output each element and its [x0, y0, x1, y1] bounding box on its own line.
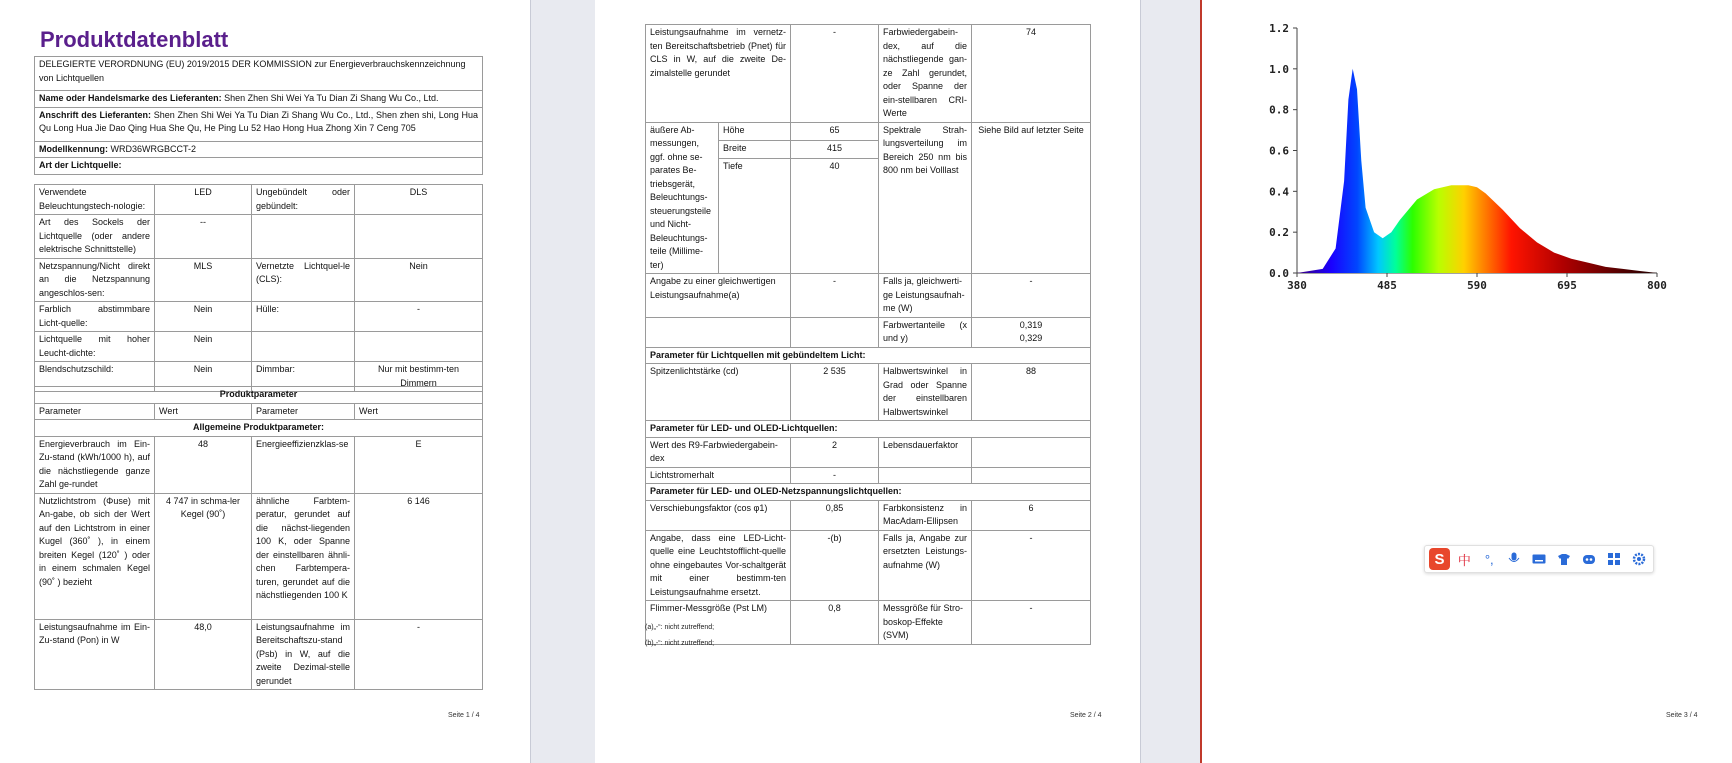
param-value: 2 535 [791, 364, 879, 421]
punctuation-toggle[interactable]: °, [1484, 551, 1494, 567]
x-tick-label: 380 [1287, 279, 1307, 292]
y-tick-label: 1.2 [1269, 22, 1289, 35]
param-label [252, 332, 355, 362]
toolbox-icon[interactable] [1603, 548, 1624, 570]
param-label: Leistungsaufnahme im Bereitschaftszu-stand (Psb) in W, auf die zweite Dezimal-stelle gerundet [252, 619, 355, 690]
depth-label: Tiefe [719, 158, 791, 273]
col-header-value: Wert [155, 403, 252, 420]
table-row [35, 258, 483, 302]
param-value: - [355, 619, 483, 690]
col-header-value-2: Wert [355, 403, 483, 420]
col-header-parameter-2: Parameter [252, 403, 355, 420]
param-value: -(b) [791, 530, 879, 601]
param-value: -- [155, 215, 252, 259]
x-tick-label: 590 [1467, 279, 1487, 292]
param-label: Energieeffizienzklas-se [252, 436, 355, 493]
document-page-2 [595, 0, 1140, 763]
width-value: 415 [791, 140, 879, 158]
param-value: Nein [155, 362, 252, 392]
param-value: Nur mit bestimm-ten Dimmern [355, 362, 483, 392]
y-tick-label: 1.0 [1269, 62, 1289, 76]
param-label: Angabe, dass eine LED-Licht-quelle eine Leuchtstofflicht-quelle ohne eingebautes Vor-schaltgerät mit einer bestimm-ten Leistungsaufnahme ersetzt. [646, 530, 791, 601]
param-value [355, 332, 483, 362]
chromaticity-value: 0,319 0,329 [972, 317, 1091, 347]
table-row [35, 332, 483, 362]
param-value [972, 467, 1091, 484]
width-label: Breite [719, 140, 791, 158]
param-value: DLS [355, 185, 483, 215]
product-params-heading: Produktparameter [35, 387, 483, 404]
param-label: Dimmbar: [252, 362, 355, 392]
supplier-name-row [35, 91, 483, 108]
model-value: WRD36WRGBCCT-2 [110, 143, 197, 154]
page-footer: Seite 2 / 4 [1070, 712, 1102, 719]
param-value: LED [155, 185, 252, 215]
param-value: - [972, 530, 1091, 601]
supplier-address-value: Shen Zhen Shi Wei Ya Tu Dian Zi Shang Wu Co., Ltd., Shen zhen shi, Long Hua Qu Long Hua Jie Dao Qing Hua She Qu, He Ping Lu 52 Hao Hong Hua Zhong Xin 7 Ceng 705 [39, 109, 478, 133]
spectral-chart [1247, 18, 1687, 338]
document-page-3 [1200, 0, 1732, 763]
y-tick-label: 0.8 [1269, 103, 1289, 117]
param-value: 6 146 [355, 493, 483, 619]
ime-toolbar[interactable] [1424, 545, 1654, 573]
param-value: - [791, 25, 879, 123]
x-tick-label: 695 [1557, 279, 1577, 292]
param-value [791, 317, 879, 347]
param-value: 4 747 in schma-ler Kegel (90˚) [155, 493, 252, 619]
spectrum-value: Siehe Bild auf letzter Seite [972, 122, 1091, 274]
param-label: Flimmer-Messgröße (Pst LM) [646, 601, 791, 645]
depth-value: 40 [791, 158, 879, 273]
param-value: Nein [355, 258, 483, 302]
spectrum-label: Spektrale Strah-lungsverteilung im Bereich 250 nm bis 800 nm bei Volllast [879, 122, 972, 274]
x-tick-label: 485 [1377, 279, 1397, 292]
param-value: - [972, 274, 1091, 318]
assistant-icon[interactable] [1578, 548, 1599, 570]
param-value: - [791, 274, 879, 318]
param-label: Falls ja, Angabe zur ersetzten Leistungs-aufnahme (W) [879, 530, 972, 601]
param-value: 48,0 [155, 619, 252, 690]
param-label: Lebensdauerfaktor [879, 437, 972, 467]
param-label: Spitzenlichtstärke (cd) [646, 364, 791, 421]
param-value: 88 [972, 364, 1091, 421]
table-row [35, 493, 483, 619]
supplier-address-row [35, 107, 483, 141]
param-label: Messgröße für Stro-boskop-Effekte (SVM) [879, 601, 972, 645]
table-row [35, 215, 483, 259]
param-label: Halbwertswinkel in Grad oder Spanne der einstellbaren Halbwertswinkel [879, 364, 972, 421]
param-value: 6 [972, 500, 1091, 530]
param-value: - [355, 302, 483, 332]
param-label: Energieverbrauch im Ein-Zu-stand (kWh/1000 h), auf die nächstliegende ganze Zahl ge-rundet [35, 436, 155, 493]
dimensions-label: äußere Ab-messungen, ggf. ohne se-parates Be-triebsgerät, Beleuchtungs-steuerungsteile und Nicht-Beleuchtungs-teile (Millime-ter) [646, 122, 719, 274]
y-tick-label: 0.0 [1269, 267, 1289, 280]
param-label [252, 215, 355, 259]
table-row [35, 619, 483, 690]
regulation-text: DELEGIERTE VERORDNUNG (EU) 2019/2015 DER KOMMISSION zur Energieverbrauchskennzeichnung von Lichtquellen [35, 57, 483, 91]
x-tick-label: 800 [1647, 279, 1667, 292]
param-label: Angabe zu einer gleichwertigen Leistungsaufnahme(a) [646, 274, 791, 318]
param-value: 48 [155, 436, 252, 493]
param-value [972, 437, 1091, 467]
keyboard-icon[interactable] [1529, 548, 1550, 570]
light-source-type-label: Art der Lichtquelle: [35, 158, 483, 175]
table-row [35, 185, 483, 215]
param-value: 2 [791, 437, 879, 467]
param-label [646, 317, 791, 347]
y-tick-label: 0.6 [1269, 144, 1289, 158]
table-row [35, 436, 483, 493]
focused-light-heading: Parameter für Lichtquellen mit gebündeltem Licht: [646, 347, 1091, 364]
supplier-name-label: Name oder Handelsmarke des Lieferanten: [39, 93, 222, 103]
height-label: Höhe [719, 122, 791, 140]
document-page-1 [0, 0, 530, 763]
param-value: 74 [972, 25, 1091, 123]
param-value: 0,8 [791, 601, 879, 645]
skin-icon[interactable] [1553, 548, 1574, 570]
col-header-parameter: Parameter [35, 403, 155, 420]
param-label: ähnliche Farbtem-peratur, gerundet auf die nächst-liegenden 100 K, oder Spanne der einstellbaren ähnli-chen Farbtempera-turen, gerundet auf die nächstliegenden 100 K [252, 493, 355, 619]
param-label: Farbkonsistenz in MacAdam-Ellipsen [879, 500, 972, 530]
page-footer: Seite 1 / 4 [448, 712, 480, 719]
param-label: Falls ja, gleichwerti-ge Leistungsaufnah-me (W) [879, 274, 972, 318]
param-label: Verschiebungsfaktor (cos φ1) [646, 500, 791, 530]
microphone-icon[interactable] [1504, 548, 1525, 570]
params-table-continued [645, 24, 1091, 645]
param-label: Netzspannung/Nicht direkt an die Netzspannung angeschlos-sen: [35, 258, 155, 302]
param-label: Lichtquelle mit hoher Leucht-dichte: [35, 332, 155, 362]
param-value: E [355, 436, 483, 493]
y-tick-label: 0.4 [1269, 185, 1289, 199]
param-value: - [972, 601, 1091, 645]
param-label: Art des Sockels der Lichtquelle (oder andere elektrische Schnittstelle) [35, 215, 155, 259]
page-gutter [530, 0, 531, 763]
param-label: Leistungsaufnahme im Ein-Zu-stand (Pon) in W [35, 619, 155, 690]
general-params-heading: Allgemeine Produktparameter: [35, 420, 483, 437]
height-value: 65 [791, 122, 879, 140]
param-label: Blendschutzschild: [35, 362, 155, 392]
table-row [35, 302, 483, 332]
param-label: Hülle: [252, 302, 355, 332]
y-tick-label: 0.2 [1269, 226, 1289, 240]
chromaticity-label: Farbwertanteile (x und y) [879, 317, 972, 347]
param-value: 0,85 [791, 500, 879, 530]
param-label: Ungebündelt oder gebündelt: [252, 185, 355, 215]
param-label: Leistungsaufnahme im vernetz-ten Bereitschaftsbetrieb (Pnet) für CLS in W, auf die zweite De-zimalstelle gerundet [646, 25, 791, 123]
language-toggle[interactable]: 中 [1457, 552, 1471, 568]
footnote-a: (a)„-“: nicht zutreffend; [645, 624, 715, 631]
led-heading: Parameter für LED- und OLED-Lichtquellen: [646, 421, 1091, 438]
sogou-logo-icon[interactable]: S [1429, 548, 1450, 570]
mains-led-heading: Parameter für LED- und OLED-Netzspannungslichtquellen: [646, 484, 1091, 501]
param-label [879, 467, 972, 484]
param-label: Lichtstromerhalt [646, 467, 791, 484]
spectrum-area [1297, 69, 1657, 273]
model-row [35, 141, 483, 158]
product-params-table [34, 386, 483, 690]
supplier-address-label: Anschrift des Lieferanten: [39, 109, 151, 120]
supplier-table [34, 56, 483, 175]
param-value: - [791, 467, 879, 484]
param-label: Verwendete Beleuchtungstech-nologie: [35, 185, 155, 215]
page-title: Produktdatenblatt [40, 27, 229, 52]
param-label: Wert des R9-Farbwiedergabein-dex [646, 437, 791, 467]
param-label: Nutzlichtstrom (Φuse) mit An-gabe, ob sich der Wert auf den Lichtstrom in einer Kugel (360˚ ), in einem breiten Kegel (120˚ ) oder in einem schmalen Kegel (90˚ ) bezieht [35, 493, 155, 619]
page-footer: Seite 3 / 4 [1666, 712, 1698, 719]
settings-gear-icon[interactable] [1628, 548, 1649, 570]
param-value: Nein [155, 302, 252, 332]
light-source-table [34, 184, 483, 392]
param-value: Nein [155, 332, 252, 362]
param-label: Vernetzte Lichtquel-le (CLS): [252, 258, 355, 302]
model-label: Modellkennung: [39, 143, 108, 154]
param-value [355, 215, 483, 259]
supplier-name-value: Shen Zhen Shi Wei Ya Tu Dian Zi Shang Wu Co., Ltd. [224, 93, 439, 103]
param-label: Farbwiedergabein-dex, auf die nächstliegende gan-ze Zahl gerundet, oder Spanne der ein-stellbaren CRI-Werte [879, 25, 972, 123]
param-label: Farblich abstimmbare Licht-quelle: [35, 302, 155, 332]
page-gutter [1140, 0, 1141, 763]
footnote-b: (b)„-“: nicht zutreffend; [645, 640, 715, 647]
param-value: MLS [155, 258, 252, 302]
